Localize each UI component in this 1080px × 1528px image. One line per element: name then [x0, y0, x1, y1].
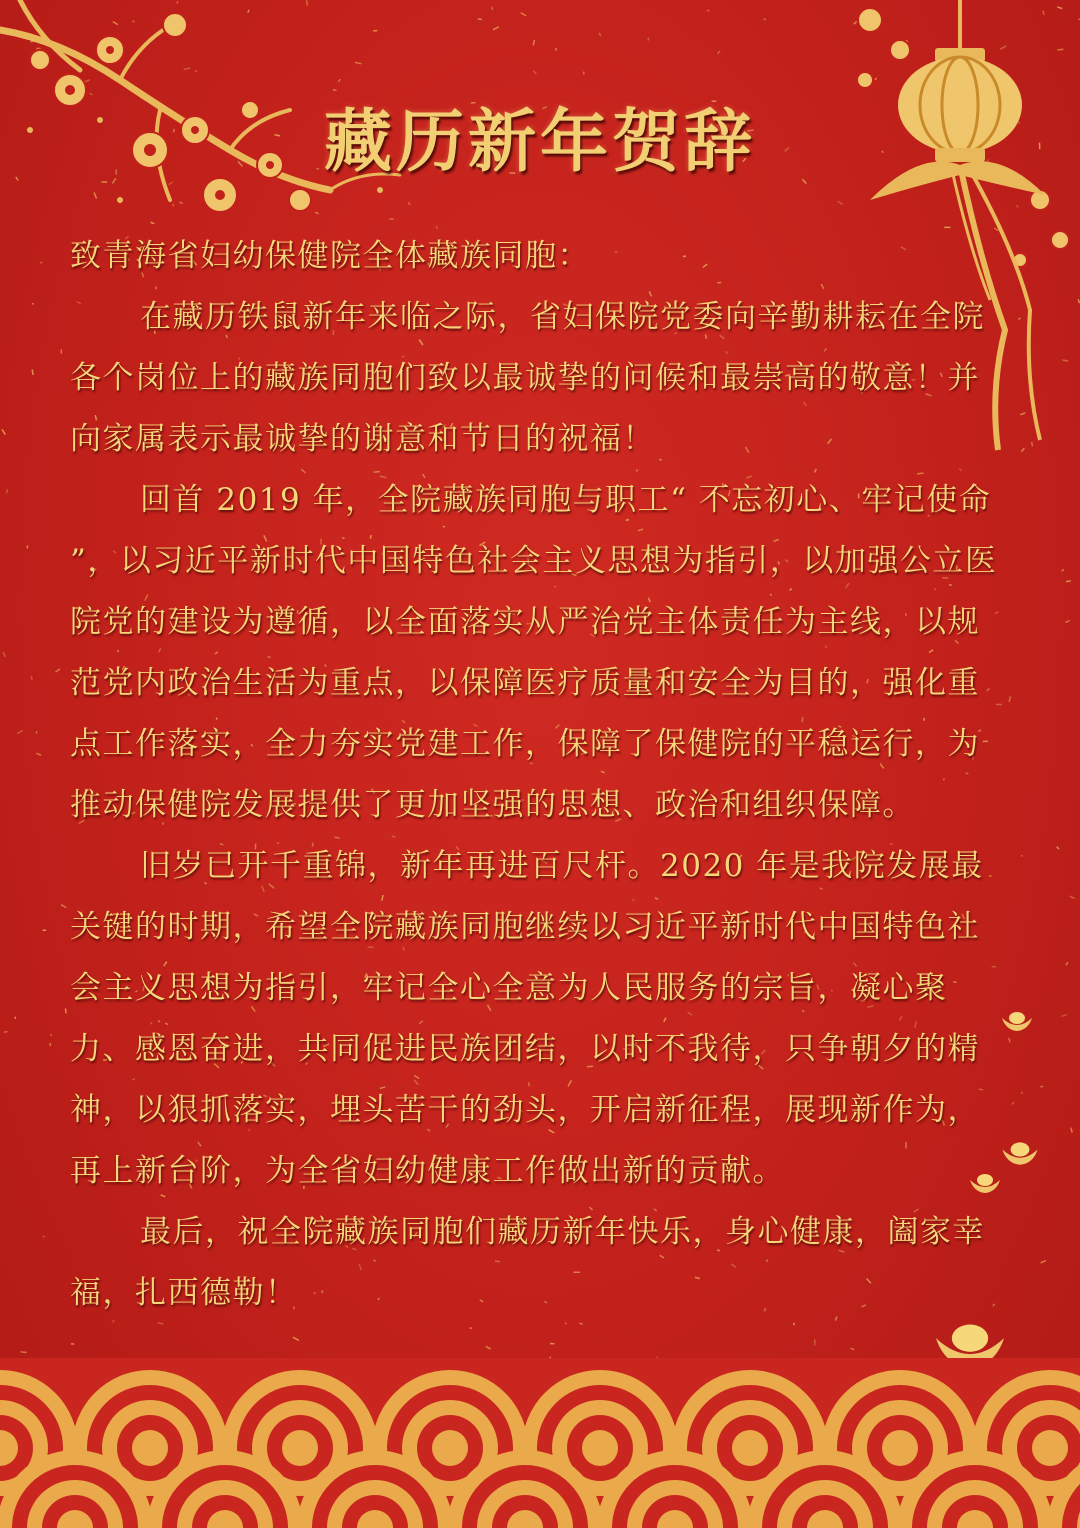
page-title: 藏历新年贺辞: [323, 102, 756, 182]
gold-ingot-icon: [968, 1172, 1002, 1194]
paragraph-1: 在藏历铁鼠新年来临之际，省妇保院党委向辛勤耕耘在全院各个岗位上的藏族同胞们致以最诚挚的问候和最崇高的敬意！并向家属表示最诚挚的谢意和节日的祝福！: [70, 299, 985, 457]
salutation: 致青海省妇幼保健院全体藏族同胞：: [70, 238, 590, 274]
paragraph-4: 最后，祝全院藏族同胞们藏历新年快乐，身心健康，阖家幸福，扎西德勒！: [70, 1214, 985, 1311]
paragraph-2: 回首 2019 年，全院藏族同胞与职工“ 不忘初心、牢记使命 ”，以习近平新时代中国特色社会主义思想为指引，以加强公立医院党的建设为遵循，以全面落实从严治党主体责任为主线，以规范党内政治生活为重点，以保障医疗质量和安全为目的，强化重点工作落实，全力夯实党建工作，保障了保健院的平稳运行，为推动保健院发展提供了更加坚强的思想、政治和组织保障。: [70, 482, 998, 823]
paragraph-3: 旧岁已开千重锦，新年再进百尺杆。2020 年是我院发展最关键的时期，希望全院藏族同胞继续以习近平新时代中国特色社会主义思想为指引，牢记全心全意为人民服务的宗旨，凝心聚力、感恩奋进，共同促进民族团结，以时不我待，只争朝夕的精神，以狠抓落实，埋头苦干的劲头，开启新征程，展现新作为，再上新台阶，为全省妇幼健康工作做出新的贡献。: [70, 848, 984, 1189]
gold-ingot-icon: [1000, 1010, 1034, 1032]
letter-body: [70, 226, 1010, 1324]
gold-ingot-icon: [1000, 1140, 1040, 1166]
cloud-wave-icon: [0, 1358, 1080, 1528]
